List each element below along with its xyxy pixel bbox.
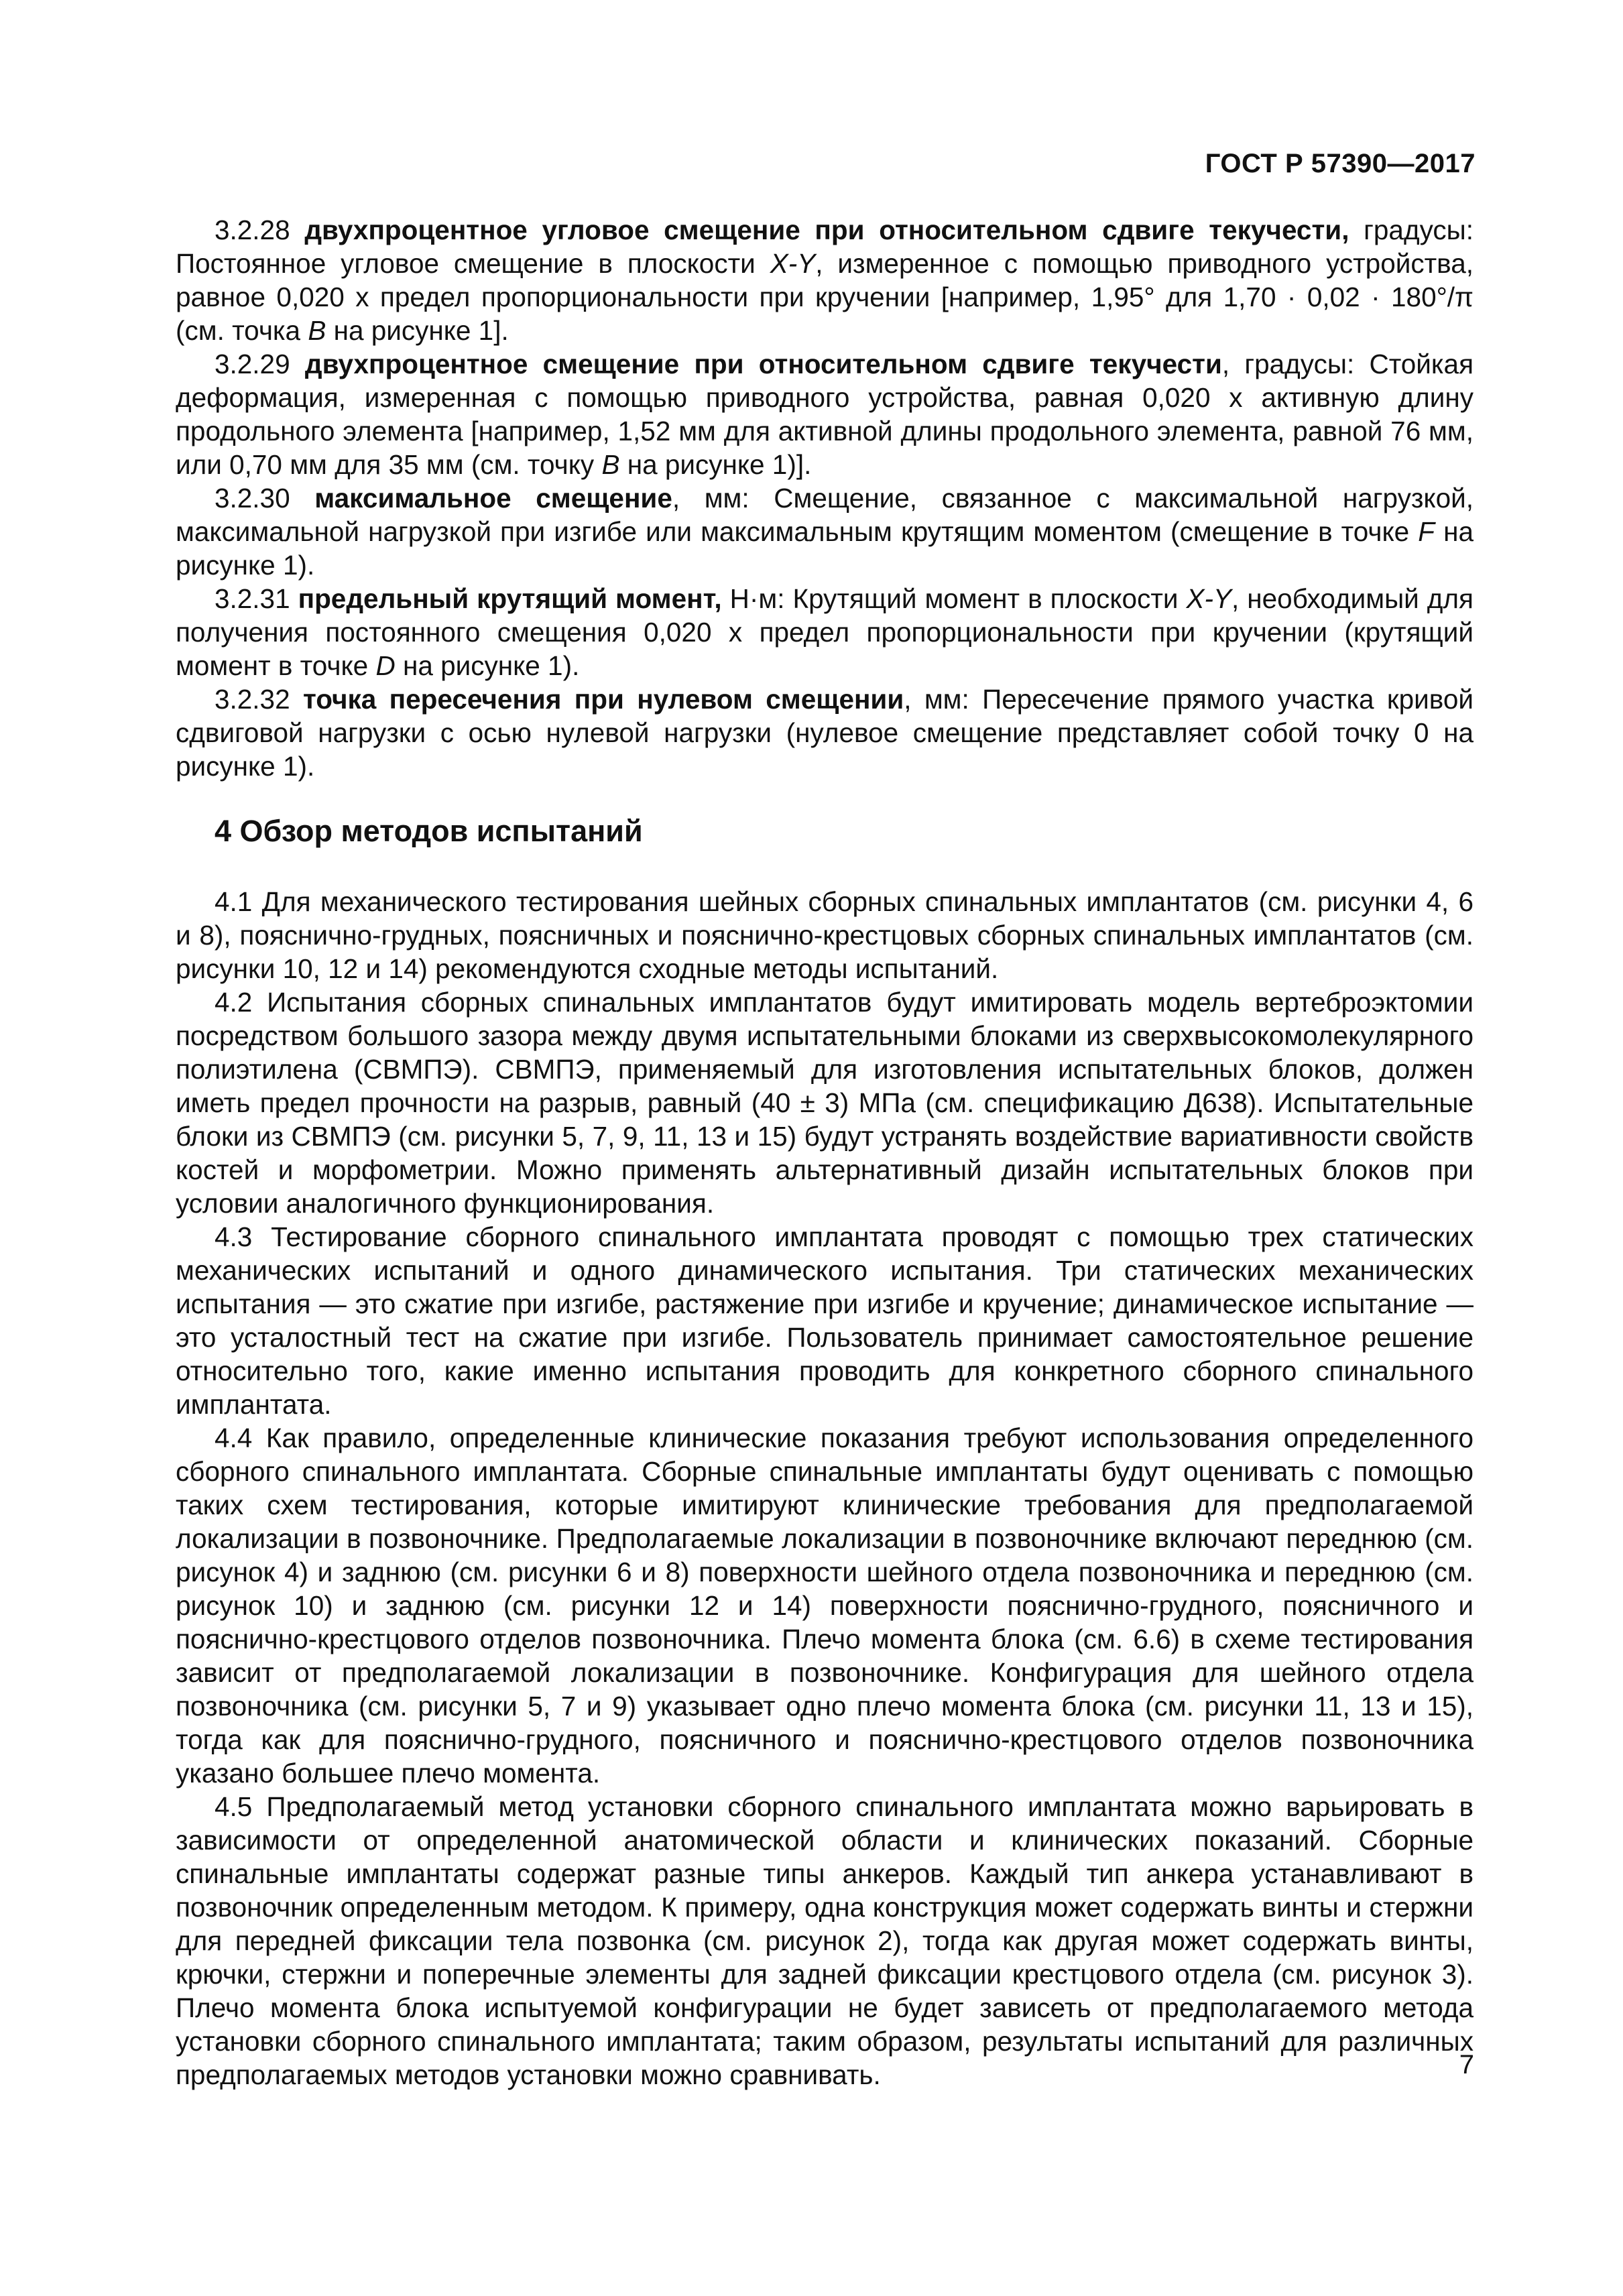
definition-paragraph-3-2-31 [176,582,1474,682]
section-paragraph-4-1: 4.1 Для механического тестирования шейных сборных спинальных имплантатов (см. рисунки 4, 6 и 8), пояснично-грудных, поясничных и пояснично-крестцовых сборных спинальных имплантатов (см. рисунки 10, 12 и 14) рекомендуются сходные методы испытаний. [176,886,1474,984]
definition-number: 3.2.30 [215,483,290,513]
page-number: 7 [1459,2050,1474,2079]
definition-text: , градусы: Стойкая деформация, измеренная с помощью приводного устройства, равная 0,020 х активную длину продольного элемента [например, 1,52 мм для активной длины продольного элемента, равной 76 мм, или 0,70 мм для 35 мм (см. точку [176,349,1474,480]
definition-text: на рисунке 1). [395,650,580,681]
definition-text: , мм: Пересечение прямого участка кривой сдвиговой нагрузки с осью нулевой нагрузки (нулевое смещение представляет собой точку 0 на рисунке 1). [176,684,1474,782]
section-paragraph-4-3: 4.3 Тестирование сборного спинального имплантата проводят с помощью трех статических механических испытаний и одного динамического испытания. Три статических механических испытания — это сжатие при изгибе, растяжение при изгибе и кручение; динамическое испытание — это усталостный тест на сжатие при изгибе. Пользователь принимает самостоятельное решение относительно того, какие именно испытания проводить для конкретного сборного спинального имплантата. [176,1221,1474,1420]
definition-number: 3.2.31 [215,583,290,614]
definition-text: на рисунке 1). [176,516,1474,581]
definition-text: градусы: Постоянное угловое смещение в плоскости [176,215,1474,279]
definition-text: , необходимый для получения постоянного смещения 0,020 х предел пропорциональности при кручении (крутящий момент в точке [176,583,1474,681]
definition-term: предельный крутящий момент, [298,583,722,614]
definition-italic: X-Y [770,248,816,279]
definition-italic: B [601,449,620,480]
definition-paragraph-3-2-32 [176,682,1474,783]
document-number-header: ГОСТ Р 57390—2017 [1205,149,1476,178]
page-content [176,213,1474,2092]
section-paragraph-4-4: 4.4 Как правило, определенные клинические показания требуют использования определенного сборного спинального имплантата. Сборные спинальные имплантаты будут оценивать с помощью таких схем тестирования, которые имитируют клинические требования для предполагаемой локализации в позвоночнике. Предполагаемые локализации в позвоночнике включают переднюю (см. рисунок 4) и заднюю (см. рисунки 6 и 8) поверхности шейного отдела позвоночника и переднюю (см. рисунок 10) и заднюю (см. рисунки 12 и 14) поверхности пояснично-грудного, поясничного и пояснично-крестцового отделов позвоночника. Плечо момента блока (см. 6.6) в схеме тестирования зависит от предполагаемой локализации в позвоночнике. Конфигурация для шейного отдела позвоночника (см. рисунки 5, 7 и 9) указывает одно плечо момента блока (см. рисунки 11, 13 и 15), тогда как для пояснично-грудного, поясничного и пояснично-крестцового отделов позвоночника указано большее плечо момента. [176,1423,1474,1789]
definition-number: 3.2.32 [215,684,290,715]
definition-term: точка пересечения при нулевом смещении [302,684,904,715]
section-paragraph-4-2: 4.2 Испытания сборных спинальных имплантатов будут имитировать модель вертеброэктомии посредством большого зазора между двумя испытательными блоками из сверхвысокомолекулярного полиэтилена (СВМПЭ). СВМПЭ, применяемый для изготовления испытательных блоков, должен иметь предел прочности на разрыв, равный (40 ± 3) МПа (см. спецификацию Д638). Испытательные блоки из СВМПЭ (см. рисунки 5, 7, 9, 11, 13 и 15) будут устранять воздействие вариативности свойств костей и морфометрии. Можно применять альтернативный дизайн испытательных блоков при условии аналогичного функционирования. [176,987,1474,1219]
definition-term: максимальное смещение [314,483,672,513]
definition-text: Н·м: Крутящий момент в плоскости [721,583,1187,614]
definition-number: 3.2.28 [215,215,290,245]
definition-paragraph-3-2-28 [176,213,1474,347]
definition-term: двухпроцентное смещение при относительном сдвиге текучести [304,349,1222,379]
definition-italic: D [375,650,396,681]
definition-paragraph-3-2-29 [176,347,1474,481]
definition-italic: B [308,315,326,346]
definition-term: двухпроцентное угловое смещение при относительном сдвиге текучести, [304,215,1349,245]
definition-text: на рисунке 1)]. [619,449,812,480]
section-heading: 4 Обзор методов испытаний [215,814,643,848]
section-paragraph-4-5: 4.5 Предполагаемый метод установки сборного спинального имплантата можно варьировать в зависимости от определенной анатомической области и клинических показаний. Сборные спинальные имплантаты содержат разные типы анкеров. Каждый тип анкера устанавливают в позвоночник определенным методом. К примеру, одна конструкция может содержать винты и стержни для передней фиксации тела позвонка (см. рисунок 2), тогда как другая может содержать винты, крючки, стержни и поперечные элементы для задней фиксации крестцового отдела (см. рисунок 3). Плечо момента блока испытуемой конфигурации не будет зависеть от предполагаемого метода установки сборного спинального имплантата; таким образом, результаты испытаний для различных предполагаемых методов установки можно сравнивать. [176,1791,1474,2090]
definition-italic: F [1418,516,1435,547]
definition-number: 3.2.29 [215,349,290,379]
definition-paragraph-3-2-30 [176,481,1474,582]
definition-italic: X-Y [1186,583,1232,614]
definition-text: , измеренное с помощью приводного устройства, равное 0,020 х предел пропорциональности при кручении [например, 1,95° для 1,70 · 0,02 · 180°/π (см. точка [176,248,1474,346]
definition-text: на рисунке 1]. [326,315,509,346]
definition-text: , мм: Смещение, связанное с максимальной нагрузкой, максимальной нагрузкой при изгибе или максимальным крутящим моментом (смещение в точке [176,483,1474,547]
